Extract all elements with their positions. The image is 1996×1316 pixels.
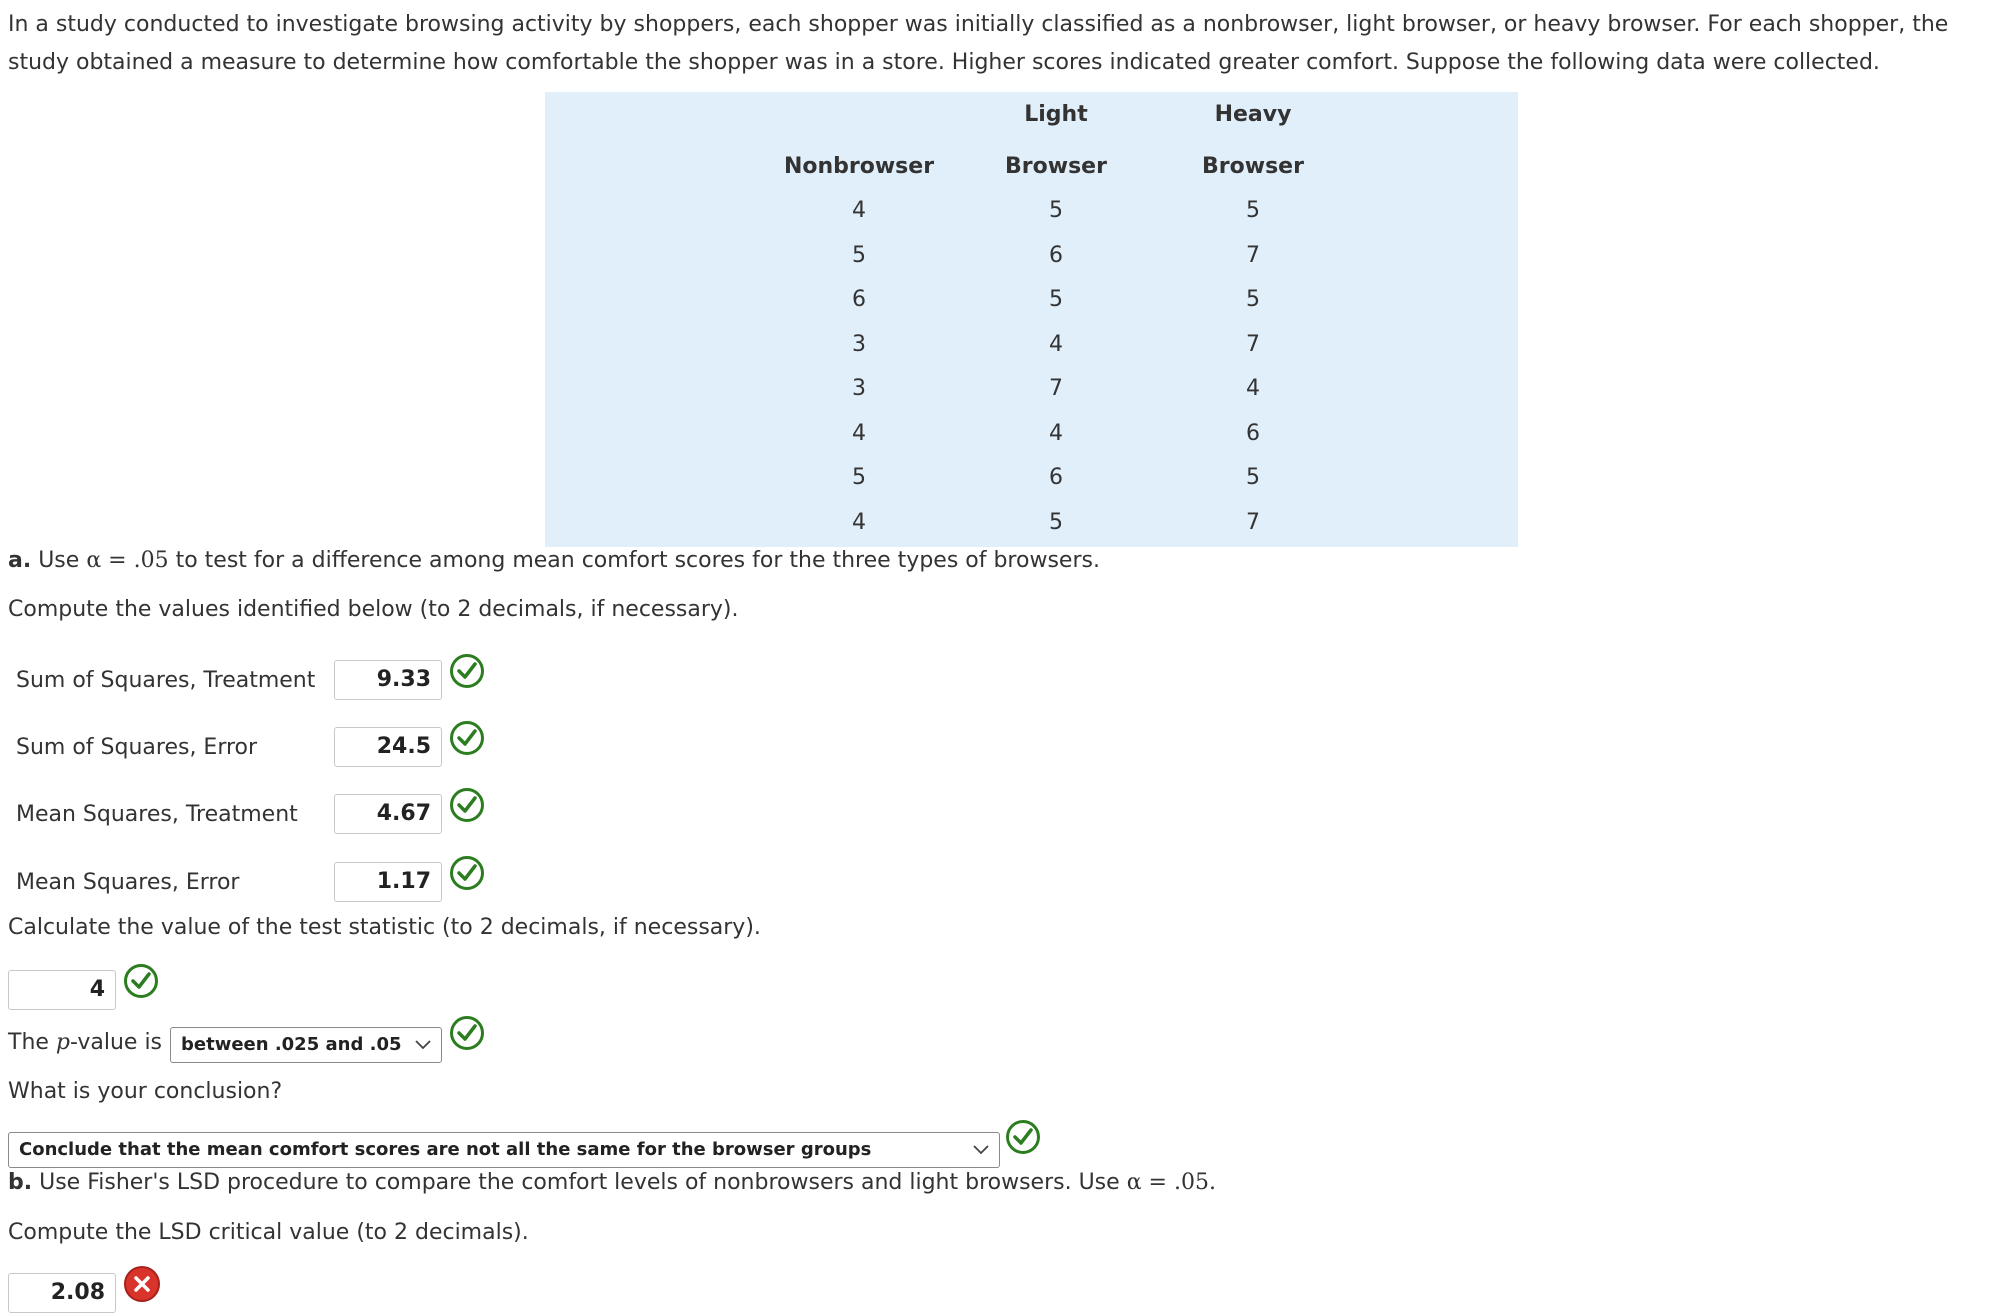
table-cell: 3: [852, 332, 866, 357]
table-cell: 7: [1246, 510, 1260, 535]
check-circle-icon: [1006, 1120, 1040, 1154]
check-circle-icon: [450, 721, 484, 755]
part-b-prompt: [8, 1170, 1216, 1195]
table-cell: 4: [1049, 421, 1063, 446]
table-cell: 4: [852, 421, 866, 446]
ms-error-input[interactable]: 1.17: [334, 862, 442, 902]
x-circle-icon: [124, 1266, 160, 1302]
check-circle-icon: [124, 964, 158, 998]
check-circle-icon: [450, 788, 484, 822]
table-cell: 7: [1246, 332, 1260, 357]
table-cell: 4: [852, 510, 866, 535]
check-circle-icon: [450, 654, 484, 688]
ms-treatment-label: Mean Squares, Treatment: [16, 802, 298, 827]
alpha-expression: α = .05.: [1126, 1170, 1216, 1195]
part-a-prompt-after: to test for a difference among mean comfort scores for the three types of browsers.: [175, 548, 1100, 573]
pvalue-p-symbol: p: [55, 1030, 71, 1055]
table-cell: 5: [852, 243, 866, 268]
ss-error-input[interactable]: 24.5: [334, 727, 442, 767]
table-header-light-browser: Browser: [1005, 154, 1107, 179]
pvalue-prompt: [8, 1030, 162, 1055]
table-cell: 5: [1049, 510, 1063, 535]
table-cell: 6: [1049, 243, 1063, 268]
chevron-down-icon: [971, 1139, 991, 1159]
conclusion-select[interactable]: [8, 1132, 1000, 1168]
table-cell: 6: [1246, 421, 1260, 446]
pvalue-select-value: between .025 and .05: [181, 1034, 402, 1055]
lsd-input[interactable]: 2.08: [8, 1273, 116, 1313]
table-cell: 4: [1246, 376, 1260, 401]
table-cell: 5: [1049, 198, 1063, 223]
table-cell: 7: [1049, 376, 1063, 401]
part-b-prompt-text: Use Fisher's LSD procedure to compare the comfort levels of nonbrowsers and light browsers. Use: [39, 1170, 1120, 1195]
ms-error-label: Mean Squares, Error: [16, 870, 240, 895]
table-header-top: Light: [1024, 102, 1088, 127]
test-stat-input[interactable]: 4: [8, 970, 116, 1010]
ss-error-label: Sum of Squares, Error: [16, 735, 258, 760]
table-cell: 7: [1246, 243, 1260, 268]
table-cell: 5: [1246, 287, 1260, 312]
ss-treatment-label: Sum of Squares, Treatment: [16, 668, 316, 693]
part-b-instruction: Compute the LSD critical value (to 2 decimals).: [8, 1220, 529, 1245]
table-cell: 5: [1246, 198, 1260, 223]
table-cell: 5: [1049, 287, 1063, 312]
pvalue-prompt-before: The: [8, 1030, 49, 1055]
table-header-nonbrowser: Nonbrowser: [783, 154, 935, 179]
table-cell: 4: [852, 198, 866, 223]
problem-intro: In a study conducted to investigate browsing activity by shoppers, each shopper was initially classified as a nonbrowser, light browser, or heavy browser. For each shopper, the study obtained a measure to determine how comfortable the shopper was in a store. Higher scores indicated greater comfort. Suppose the following data were collected.: [8, 12, 1949, 75]
table-cell: 5: [852, 465, 866, 490]
table-cell: 6: [852, 287, 866, 312]
table-header-heavy-browser: Browser: [1202, 154, 1304, 179]
conclusion-prompt: What is your conclusion?: [8, 1079, 283, 1104]
table-header-top: Heavy: [1214, 102, 1292, 127]
conclusion-select-value: Conclude that the mean comfort scores are not all the same for the browser groups: [19, 1139, 872, 1160]
chevron-down-icon: [413, 1034, 433, 1054]
alpha-expression: α = .05: [86, 548, 169, 573]
part-a-instruction: Compute the values identified below (to 2 decimals, if necessary).: [8, 597, 739, 622]
pvalue-select[interactable]: [170, 1027, 442, 1063]
part-a-prompt-before: Use: [38, 548, 80, 573]
table-cell: 5: [1246, 465, 1260, 490]
table-cell: 4: [1049, 332, 1063, 357]
pvalue-prompt-after: -value is: [70, 1030, 163, 1055]
part-a-prompt: [8, 548, 1100, 573]
check-circle-icon: [450, 856, 484, 890]
table-cell: 3: [852, 376, 866, 401]
data-table: [545, 92, 1518, 547]
part-b-label: b.: [8, 1170, 33, 1195]
ss-treatment-input[interactable]: 9.33: [334, 660, 442, 700]
test-stat-prompt: Calculate the value of the test statistic (to 2 decimals, if necessary).: [8, 915, 761, 940]
part-a-label: a.: [8, 548, 32, 573]
check-circle-icon: [450, 1016, 484, 1050]
ms-treatment-input[interactable]: 4.67: [334, 794, 442, 834]
table-cell: 6: [1049, 465, 1063, 490]
